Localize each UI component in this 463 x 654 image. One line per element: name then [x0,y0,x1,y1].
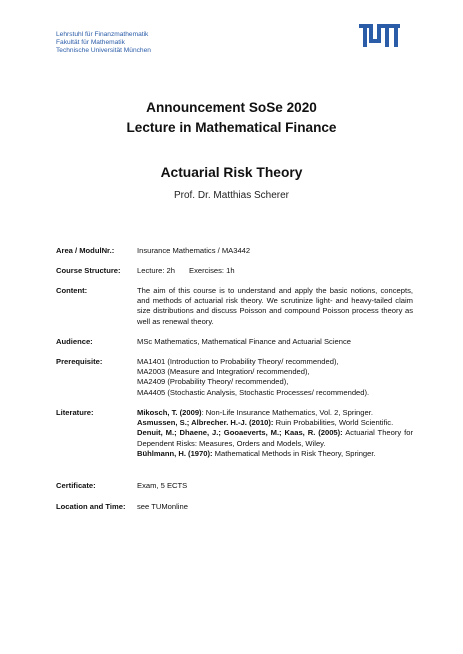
prerequisite-label: Prerequisite: [56,357,103,366]
literature-authors: Mikosch, T. (2009) [137,408,202,417]
tum-logo-icon [359,24,400,47]
certificate-value: Exam, 5 ECTS [137,481,188,490]
announcement-title: Announcement SoSe 2020 [146,100,317,115]
dept-line-faculty: Fakultät für Mathematik [56,39,125,47]
audience-value: MSc Mathematics, Mathematical Finance and Actuarial Science [137,337,351,346]
literature-title: Ruin Probabilities, World Scientific. [273,418,394,428]
lecture-subtitle: Lecture in Mathematical Finance [126,120,337,135]
location-value: see TUMonline [137,502,188,511]
area-value: Insurance Mathematics / MA3442 [137,246,251,255]
prerequisite-item: MA2409 (Probability Theory/ recommended), [137,377,289,387]
content-text: The aim of this course is to understand and apply the basic notions, concepts, and methods of actuarial risk theory. We scrutinize light- and heavy-tailed claim size distributions and discuss Poisson and compound Poisson process theory as well as renewal theory. [137,286,413,326]
literature-item [137,449,413,459]
literature-label: Literature: [56,408,94,417]
structure-label: Course Structure: [56,266,121,275]
literature-authors: Asmussen, S.; Albrecher. H.-J. (2010): [137,418,274,428]
course-title: Actuarial Risk Theory [160,165,303,180]
audience-label: Audience: [56,337,93,346]
literature-authors: Bühlmann, H. (1970): [137,448,213,458]
literature-item [137,408,413,418]
area-label: Area / ModulNr.: [56,246,115,255]
dept-line-university: Technische Universität München [56,47,151,55]
literature-title: Mathematical Methods in Risk Theory, Springer. [212,448,376,458]
lecture-hours: Lecture: 2h [137,266,175,275]
literature-item [137,418,413,428]
prerequisite-item: MA2003 (Measure and Integration/ recommended), [137,367,310,377]
content-label: Content: [56,286,88,295]
structure-value [137,266,413,276]
literature-item [137,428,413,448]
location-label: Location and Time: [56,502,126,511]
literature-title: : Non-Life Insurance Mathematics, Vol. 2, Springer. [201,408,373,417]
department-block [56,31,151,56]
certificate-label: Certificate: [56,481,96,490]
professor-name: Prof. Dr. Matthias Scherer [173,190,290,201]
dept-line-chair: Lehrstuhl für Finanzmathematik [56,31,149,38]
prerequisite-item: MA4405 (Stochastic Analysis, Stochastic Processes/ recommended). [137,387,370,397]
prerequisite-item: MA1401 (Introduction to Probability Theory/ recommended), [137,357,339,366]
exercise-hours: Exercises: 1h [189,266,235,275]
literature-title: Actuarial Theory for Dependent Risks: Measures, Orders and Models, Wiley. [137,428,413,448]
literature-authors: Denuit, M.; Dhaene, J.; Gooaeverts, M.; Kaas, R. (2005): [137,428,343,438]
